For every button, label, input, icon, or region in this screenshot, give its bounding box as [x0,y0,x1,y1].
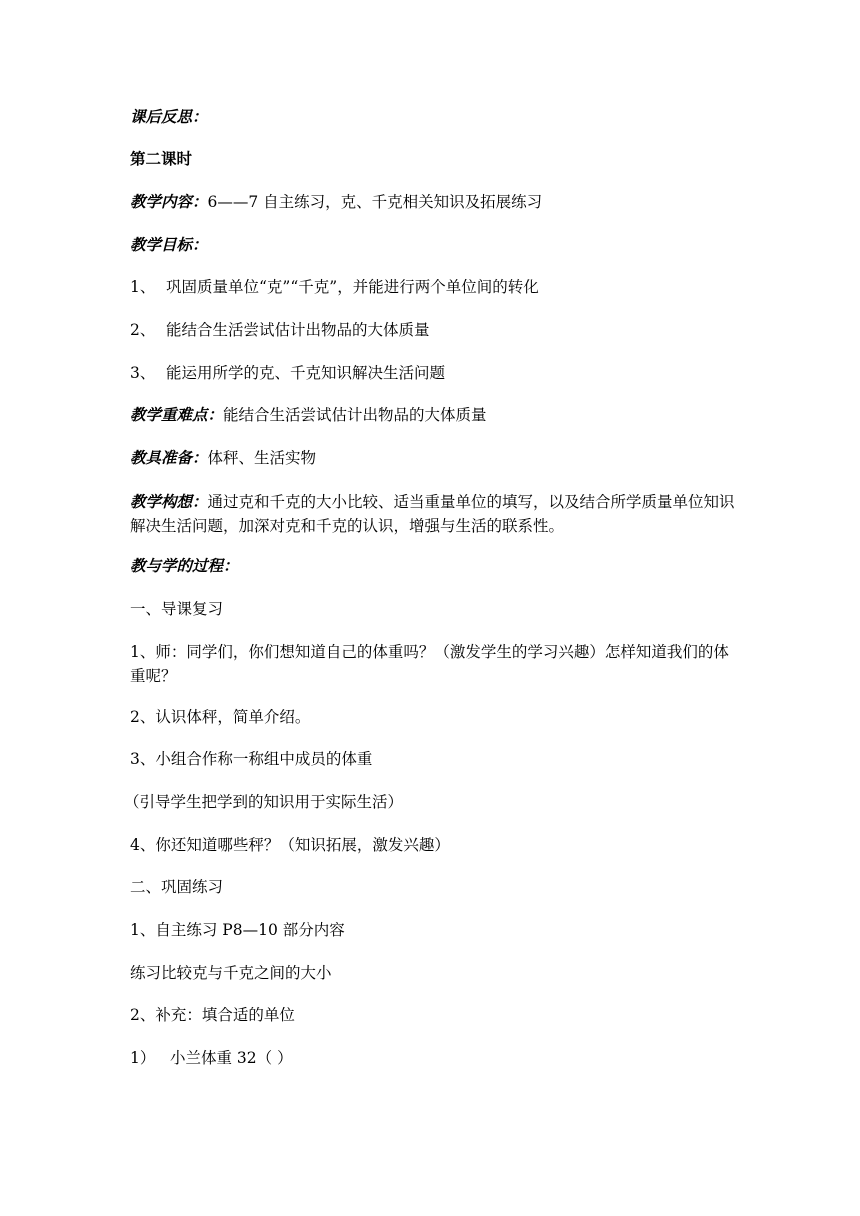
section1-item: 1、师：同学们，你们想知道自己的体重吗？（激发学生的学习兴趣）怎样知道我们的体重呢？ [130,643,729,685]
process-heading: 教与学的过程： [130,556,239,575]
exercise-text: 小兰体重 32（ ） [170,1049,293,1067]
objective-number: 3、 [130,364,156,382]
exercise-number: 1） [130,1049,156,1067]
teaching-content-text: 6——7 自主练习，克、千克相关知识及拓展练习 [207,193,543,211]
teaching-materials-text: 体秤、生活实物 [207,449,317,467]
section2-heading: 二、巩固练习 [130,878,224,896]
section1-item: （引导学生把学到的知识用于实际生活） [124,793,404,811]
objective-text: 能运用所学的克、千克知识解决生活问题 [166,364,446,382]
objective-number: 1、 [130,278,156,296]
reflection-heading: 课后反思： [130,107,208,126]
section2-item: 2、补充：填合适的单位 [130,1006,295,1024]
teaching-materials-label: 教具准备： [130,448,208,467]
objective-text: 巩固质量单位“克”“千克”，并能进行两个单位间的转化 [166,278,539,296]
exercise-item [130,1047,740,1069]
teaching-design [130,490,740,538]
teaching-content [130,191,740,213]
objective-text: 能结合生活尝试估计出物品的大体质量 [166,321,430,339]
teaching-materials [130,447,740,469]
teaching-design-text: 通过克和千克的大小比较、适当重量单位的填写，以及结合所学质量单位知识解决生活问题，加深对克和千克的认识，增强与生活的联系性。 [130,493,735,535]
section1-item: 3、小组合作称一称组中成员的体重 [130,750,373,768]
lesson-title: 第二课时 [130,149,193,168]
objective-number: 2、 [130,321,156,339]
section1-item: 2、认识体秤，简单介绍。 [130,708,311,726]
objectives-heading: 教学目标： [130,235,208,254]
key-points [130,404,740,426]
section1-item: 4、你还知道哪些秤？（知识拓展，激发兴趣） [130,836,450,854]
objective-item [130,362,740,384]
teaching-design-label: 教学构想： [130,492,208,511]
objective-item [130,276,740,298]
teaching-content-label: 教学内容： [130,192,208,211]
section2-item: 1、自主练习 P8—10 部分内容 [130,921,345,939]
section2-item: 练习比较克与千克之间的大小 [130,964,332,982]
key-points-text: 能结合生活尝试估计出物品的大体质量 [223,406,487,424]
objective-item [130,319,740,341]
section1-heading: 一、导课复习 [130,600,224,618]
key-points-label: 教学重难点： [130,405,224,424]
